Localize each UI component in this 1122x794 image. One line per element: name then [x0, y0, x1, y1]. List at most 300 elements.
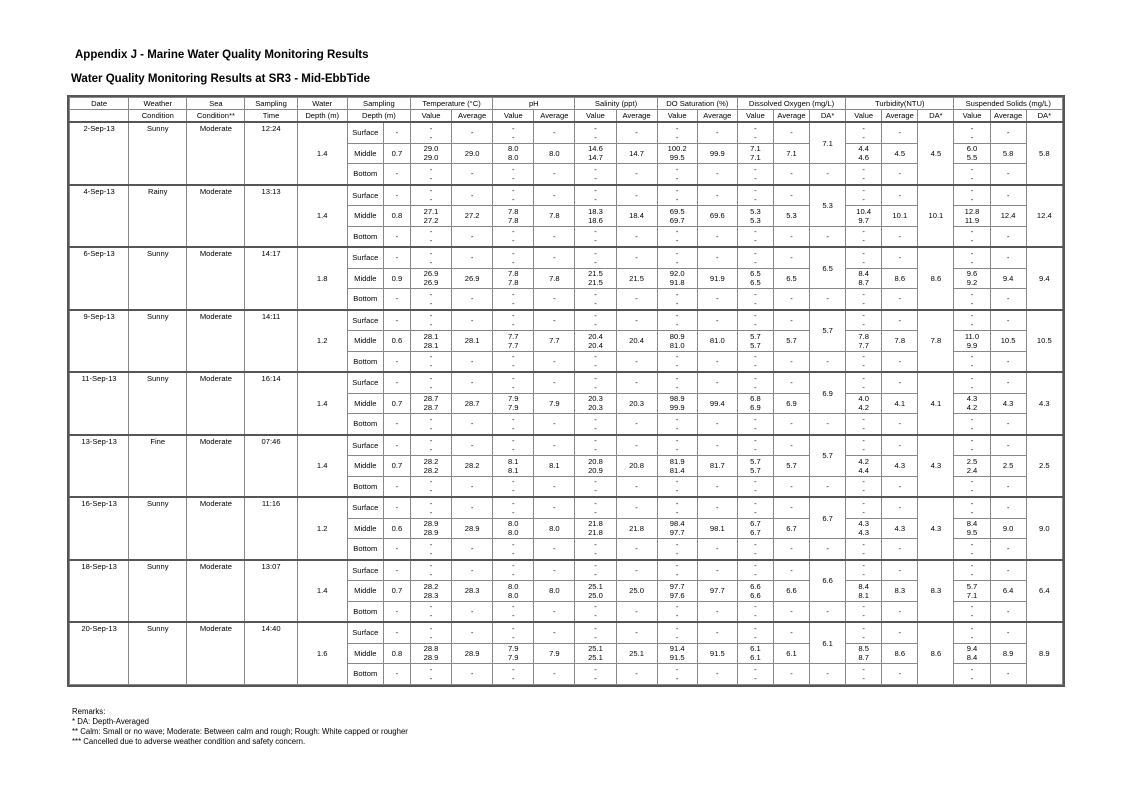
temperature-value-2: - [429, 673, 433, 683]
suspended-solids-value-1: - [970, 602, 974, 612]
header-value: Value [846, 110, 882, 123]
ph-value [493, 518, 534, 539]
temperature-value-2: - [429, 445, 433, 455]
salinity-value-2: - [594, 611, 597, 621]
turbidity-value-2: 9.7 [858, 215, 869, 225]
dissolved-oxygen-average: - [773, 622, 809, 643]
suspended-solids-average: - [990, 560, 1026, 581]
ph-average: - [534, 476, 575, 497]
ph-average: 7.8 [534, 268, 575, 289]
do-saturation-value-2: 91.8 [669, 278, 685, 288]
turbidity-value-1: - [862, 248, 865, 258]
suspended-solids-value-1: - [970, 248, 974, 258]
salinity-value-1: - [594, 289, 597, 299]
dissolved-oxygen-value [737, 435, 773, 456]
do-saturation-value-1: - [675, 352, 679, 362]
ph-value-1: 8.1 [507, 456, 519, 466]
ph-value-2: - [511, 257, 515, 267]
table-row [70, 622, 1063, 643]
suspended-solids-average: 2.5 [990, 456, 1026, 477]
weather-cell: Sunny [129, 247, 187, 310]
ph-average: - [534, 185, 575, 206]
turbidity-da: 7.8 [918, 310, 954, 373]
temperature-average: 28.9 [452, 518, 493, 539]
table-row [70, 497, 1063, 518]
do-saturation-value-1: 97.7 [669, 581, 685, 591]
salinity-average: - [616, 435, 657, 456]
ph-value-1: 8.0 [507, 519, 519, 529]
date-cell: 2-Sep-13 [70, 122, 129, 185]
header-value: Value [493, 110, 534, 123]
water-depth-cell: 1.4 [297, 435, 347, 498]
do-saturation-value [657, 560, 697, 581]
header-average: Average [697, 110, 737, 123]
header-sea-sub: Condition** [187, 110, 245, 123]
salinity-value-1: - [594, 227, 597, 237]
ph-value-1: 8.0 [507, 581, 519, 591]
ph-value-1: - [511, 248, 515, 258]
sampling-time-cell: 14:17 [245, 247, 297, 310]
dissolved-oxygen-average: - [773, 247, 809, 268]
sea-condition-cell: Moderate [187, 247, 245, 310]
weather-cell: Sunny [129, 497, 187, 560]
turbidity-value [846, 581, 882, 602]
do-saturation-value [657, 456, 697, 477]
temperature-value-1: - [429, 477, 433, 487]
turbidity-value-2: - [862, 257, 865, 267]
do-saturation-value-2: - [675, 548, 679, 558]
level-label: Bottom [347, 664, 383, 685]
turbidity-value-1: - [862, 227, 865, 237]
salinity-value-1: 21.5 [588, 269, 603, 279]
do-saturation-value-2: - [675, 173, 679, 183]
ph-value [493, 643, 534, 664]
temperature-value-1: 26.9 [423, 269, 439, 279]
ph-value [493, 601, 534, 622]
ph-value-2: - [511, 548, 515, 558]
header-date: Date [70, 98, 129, 110]
temperature-average: 28.9 [452, 643, 493, 664]
do-saturation-value-2: - [675, 507, 679, 517]
dissolved-oxygen-average: 5.7 [773, 456, 809, 477]
do-saturation-value-1: 81.9 [669, 456, 685, 466]
temperature-value-1: - [429, 289, 433, 299]
sampling-depth-cell: - [383, 601, 410, 622]
do-saturation-value [657, 226, 697, 247]
table-row [70, 310, 1063, 331]
dissolved-oxygen-value [737, 372, 773, 393]
dissolved-oxygen-value [737, 206, 773, 227]
turbidity-value-1: 4.4 [858, 144, 869, 154]
suspended-solids-value [954, 601, 990, 622]
do-saturation-value-1: - [675, 414, 679, 424]
salinity-average: - [616, 351, 657, 372]
salinity-value [575, 310, 616, 331]
dissolved-oxygen-average: 5.7 [773, 331, 809, 352]
do-saturation-value-1: - [675, 227, 679, 237]
temperature-average: - [452, 414, 493, 435]
header-weather: Weather [129, 98, 187, 110]
suspended-solids-average: - [990, 664, 1026, 685]
ph-average: - [534, 247, 575, 268]
sampling-depth-cell: - [383, 560, 410, 581]
ph-value-2: - [511, 632, 515, 642]
sampling-time-cell: 12:24 [245, 122, 297, 185]
dissolved-oxygen-value-1: - [754, 123, 757, 133]
turbidity-value [846, 164, 882, 185]
salinity-average: - [616, 476, 657, 497]
suspended-solids-value [954, 226, 990, 247]
dissolved-oxygen-da: 6.5 [810, 247, 846, 289]
do-saturation-value-1: - [675, 164, 679, 174]
temperature-value [410, 206, 451, 227]
salinity-value [575, 560, 616, 581]
salinity-value-1: - [594, 311, 597, 321]
suspended-solids-value-1: 12.8 [964, 206, 980, 216]
turbidity-value [846, 372, 882, 393]
salinity-average: 25.0 [616, 581, 657, 602]
dissolved-oxygen-average: 7.1 [773, 143, 809, 164]
suspended-solids-value-1: 5.7 [966, 581, 978, 591]
ph-average: - [534, 310, 575, 331]
dissolved-oxygen-value [737, 539, 773, 560]
suspended-solids-value-2: - [970, 382, 974, 392]
water-depth-cell: 1.4 [297, 185, 347, 248]
dissolved-oxygen-value-2: 6.6 [750, 590, 761, 600]
ph-value-2: - [511, 486, 515, 496]
turbidity-value [846, 143, 882, 164]
sampling-time-cell: 14:11 [245, 310, 297, 373]
table-row [70, 122, 1063, 143]
suspended-solids-value [954, 560, 990, 581]
do-saturation-value-2: - [675, 361, 679, 371]
do-saturation-value-1: - [675, 186, 679, 196]
temperature-value-2: - [429, 195, 433, 205]
dissolved-oxygen-value-2: 6.9 [750, 403, 761, 413]
dissolved-oxygen-value [737, 581, 773, 602]
do-saturation-value [657, 268, 697, 289]
temperature-value-2: - [429, 173, 433, 183]
remarks-heading: Remarks: [72, 707, 106, 716]
sampling-depth-cell: 0.9 [383, 268, 410, 289]
sampling-depth-cell: - [383, 622, 410, 643]
suspended-solids-value-2: - [970, 611, 974, 621]
salinity-value [575, 643, 616, 664]
suspended-solids-average: 5.8 [990, 143, 1026, 164]
temperature-value-1: - [429, 186, 433, 196]
salinity-value-1: 18.3 [588, 206, 603, 216]
suspended-solids-value-1: - [970, 436, 974, 446]
ph-value [493, 185, 534, 206]
dissolved-oxygen-value [737, 143, 773, 164]
ph-value-2: 7.9 [507, 653, 519, 663]
dissolved-oxygen-value [737, 226, 773, 247]
suspended-solids-average: - [990, 351, 1026, 372]
header-date-blank [70, 110, 129, 123]
sampling-time-cell: 13:13 [245, 185, 297, 248]
temperature-average: 28.2 [452, 456, 493, 477]
header-da: DA* [1026, 110, 1062, 123]
sampling-depth-cell: - [383, 476, 410, 497]
turbidity-average: 7.8 [882, 331, 918, 352]
temperature-average: - [452, 539, 493, 560]
salinity-value [575, 143, 616, 164]
suspended-solids-value-1: - [970, 477, 974, 487]
salinity-value-2: - [594, 382, 597, 392]
dissolved-oxygen-value [737, 456, 773, 477]
ph-average: 7.7 [534, 331, 575, 352]
ph-value [493, 435, 534, 456]
salinity-value [575, 226, 616, 247]
sea-condition-cell: Moderate [187, 372, 245, 435]
date-cell: 20-Sep-13 [70, 622, 129, 684]
header-salinity: Salinity (ppt) [575, 98, 657, 110]
salinity-average: 20.3 [616, 393, 657, 414]
suspended-solids-value-2: - [970, 632, 974, 642]
temperature-average: 27.2 [452, 206, 493, 227]
turbidity-value [846, 289, 882, 310]
sampling-depth-cell: - [383, 289, 410, 310]
suspended-solids-value [954, 476, 990, 497]
ph-average: 7.9 [534, 643, 575, 664]
turbidity-value-2: - [862, 382, 865, 392]
ph-value-2: - [511, 298, 515, 308]
suspended-solids-average: - [990, 476, 1026, 497]
salinity-average: - [616, 185, 657, 206]
salinity-average: - [616, 226, 657, 247]
temperature-value-2: - [429, 507, 433, 517]
header-average: Average [990, 110, 1026, 123]
level-label: Surface [347, 497, 383, 518]
suspended-solids-value-2: - [970, 298, 974, 308]
suspended-solids-average: - [990, 414, 1026, 435]
salinity-value-1: - [594, 186, 597, 196]
temperature-value [410, 393, 451, 414]
temperature-average: - [452, 476, 493, 497]
suspended-solids-average: - [990, 226, 1026, 247]
salinity-value-2: 21.8 [588, 528, 603, 538]
suspended-solids-value-2: - [970, 236, 974, 246]
temperature-value [410, 456, 451, 477]
dissolved-oxygen-da: 6.9 [810, 372, 846, 414]
ph-value-1: - [511, 561, 515, 571]
ph-average: 8.1 [534, 456, 575, 477]
turbidity-value [846, 226, 882, 247]
temperature-value-2: 28.3 [423, 590, 439, 600]
sampling-depth-cell: - [383, 351, 410, 372]
do-saturation-value [657, 539, 697, 560]
do-saturation-average: 91.5 [697, 643, 737, 664]
do-saturation-value-2: - [675, 195, 679, 205]
dissolved-oxygen-average: - [773, 601, 809, 622]
do-saturation-value-2: 69.7 [669, 215, 685, 225]
ph-value-2: - [511, 132, 515, 142]
ph-average: 7.8 [534, 206, 575, 227]
salinity-value [575, 289, 616, 310]
dissolved-oxygen-average: - [773, 560, 809, 581]
suspended-solids-average: 4.3 [990, 393, 1026, 414]
header-value: Value [575, 110, 616, 123]
header-water-depth-sub: Depth (m) [297, 110, 347, 123]
turbidity-average: - [882, 247, 918, 268]
dissolved-oxygen-value-2: - [754, 195, 757, 205]
ph-value-1: - [511, 436, 515, 446]
do-saturation-average: - [697, 414, 737, 435]
header-sea: Sea [187, 98, 245, 110]
dissolved-oxygen-da: - [810, 601, 846, 622]
sampling-time-cell: 14:40 [245, 622, 297, 684]
date-cell: 4-Sep-13 [70, 185, 129, 248]
water-depth-cell: 1.2 [297, 497, 347, 560]
ph-value [493, 456, 534, 477]
temperature-value [410, 414, 451, 435]
do-saturation-value-2: 81.4 [669, 465, 685, 475]
weather-cell: Sunny [129, 622, 187, 684]
header-turbidity: Turbidity(NTU) [846, 98, 954, 110]
temperature-average: 26.9 [452, 268, 493, 289]
dissolved-oxygen-value [737, 497, 773, 518]
level-label: Middle [347, 518, 383, 539]
turbidity-value-2: - [862, 507, 865, 517]
suspended-solids-value-1: - [970, 311, 974, 321]
turbidity-value-1: 4.3 [858, 519, 869, 529]
turbidity-value-1: - [862, 477, 865, 487]
ph-value-1: 8.0 [507, 144, 519, 154]
ph-value [493, 122, 534, 143]
suspended-solids-average: - [990, 164, 1026, 185]
results-table-frame [67, 95, 1065, 687]
turbidity-da: 4.5 [918, 122, 954, 185]
turbidity-value [846, 497, 882, 518]
do-saturation-value-2: - [675, 632, 679, 642]
do-saturation-value [657, 185, 697, 206]
suspended-solids-da: 9.0 [1026, 497, 1062, 560]
suspended-solids-value [954, 518, 990, 539]
turbidity-value-2: - [862, 673, 865, 683]
turbidity-value-2: 4.2 [858, 403, 869, 413]
dissolved-oxygen-value-2: 5.7 [750, 340, 761, 350]
level-label: Surface [347, 372, 383, 393]
temperature-value-2: 28.7 [423, 403, 439, 413]
dissolved-oxygen-average: - [773, 164, 809, 185]
suspended-solids-value-1: 9.6 [966, 269, 978, 279]
sampling-time-cell: 11:16 [245, 497, 297, 560]
temperature-value [410, 143, 451, 164]
salinity-value-1: - [594, 123, 597, 133]
level-label: Bottom [347, 476, 383, 497]
salinity-value [575, 435, 616, 456]
temperature-value-2: 29.0 [423, 153, 439, 163]
dissolved-oxygen-da: 6.6 [810, 560, 846, 602]
header-time-sub: Time [245, 110, 297, 123]
ph-value-1: 7.7 [507, 331, 519, 341]
salinity-value-1: - [594, 664, 597, 674]
sampling-depth-cell: 0.7 [383, 143, 410, 164]
do-saturation-value-1: - [675, 561, 679, 571]
turbidity-average: - [882, 122, 918, 143]
suspended-solids-value-2: 8.4 [966, 653, 978, 663]
dissolved-oxygen-value [737, 351, 773, 372]
suspended-solids-value [954, 539, 990, 560]
suspended-solids-value-2: 4.2 [966, 403, 978, 413]
dissolved-oxygen-value-2: 6.7 [750, 528, 761, 538]
dissolved-oxygen-value-1: - [754, 164, 757, 174]
turbidity-value-2: - [862, 236, 865, 246]
dissolved-oxygen-value-1: 5.7 [750, 331, 761, 341]
ph-value-1: - [511, 539, 515, 549]
dissolved-oxygen-value-1: - [754, 477, 757, 487]
ph-average: - [534, 351, 575, 372]
dissolved-oxygen-da: 6.7 [810, 497, 846, 539]
ph-value [493, 497, 534, 518]
turbidity-average: 10.1 [882, 206, 918, 227]
dissolved-oxygen-value-1: - [754, 498, 757, 508]
do-saturation-average: - [697, 122, 737, 143]
turbidity-average: - [882, 372, 918, 393]
do-saturation-average: 81.0 [697, 331, 737, 352]
suspended-solids-value-2: - [970, 570, 974, 580]
salinity-average: - [616, 372, 657, 393]
salinity-value-2: - [594, 173, 597, 183]
sampling-depth-cell: - [383, 226, 410, 247]
dissolved-oxygen-value [737, 622, 773, 643]
dissolved-oxygen-value [737, 664, 773, 685]
dissolved-oxygen-average: 6.9 [773, 393, 809, 414]
suspended-solids-average: - [990, 289, 1026, 310]
temperature-value-1: - [429, 414, 433, 424]
dissolved-oxygen-value-1: - [754, 664, 757, 674]
dissolved-oxygen-value [737, 643, 773, 664]
temperature-value [410, 476, 451, 497]
suspended-solids-value [954, 622, 990, 643]
ph-value [493, 268, 534, 289]
turbidity-average: - [882, 560, 918, 581]
dissolved-oxygen-value-2: - [754, 361, 757, 371]
temperature-value-2: - [429, 236, 433, 246]
dissolved-oxygen-average: - [773, 122, 809, 143]
ph-average: 8.0 [534, 581, 575, 602]
turbidity-value-1: - [862, 436, 865, 446]
turbidity-da: 4.3 [918, 435, 954, 498]
ph-value-1: 7.8 [507, 206, 519, 216]
temperature-value [410, 435, 451, 456]
ph-value-2: 8.0 [507, 528, 519, 538]
sampling-depth-cell: - [383, 164, 410, 185]
dissolved-oxygen-value [737, 289, 773, 310]
ph-average: 8.0 [534, 143, 575, 164]
salinity-average: - [616, 122, 657, 143]
temperature-average: - [452, 560, 493, 581]
salinity-average: - [616, 622, 657, 643]
temperature-value-1: - [429, 539, 433, 549]
turbidity-value-2: - [862, 173, 865, 183]
temperature-value-2: 28.9 [423, 528, 439, 538]
temperature-average: - [452, 185, 493, 206]
turbidity-value [846, 601, 882, 622]
level-label: Bottom [347, 601, 383, 622]
do-saturation-average: - [697, 310, 737, 331]
level-label: Middle [347, 143, 383, 164]
dissolved-oxygen-average: - [773, 310, 809, 331]
turbidity-average: - [882, 310, 918, 331]
temperature-value-1: 29.0 [423, 144, 439, 154]
ph-average: 7.9 [534, 393, 575, 414]
turbidity-average: 8.3 [882, 581, 918, 602]
salinity-value [575, 247, 616, 268]
turbidity-value [846, 310, 882, 331]
salinity-value-2: 21.5 [588, 278, 603, 288]
level-label: Middle [347, 643, 383, 664]
